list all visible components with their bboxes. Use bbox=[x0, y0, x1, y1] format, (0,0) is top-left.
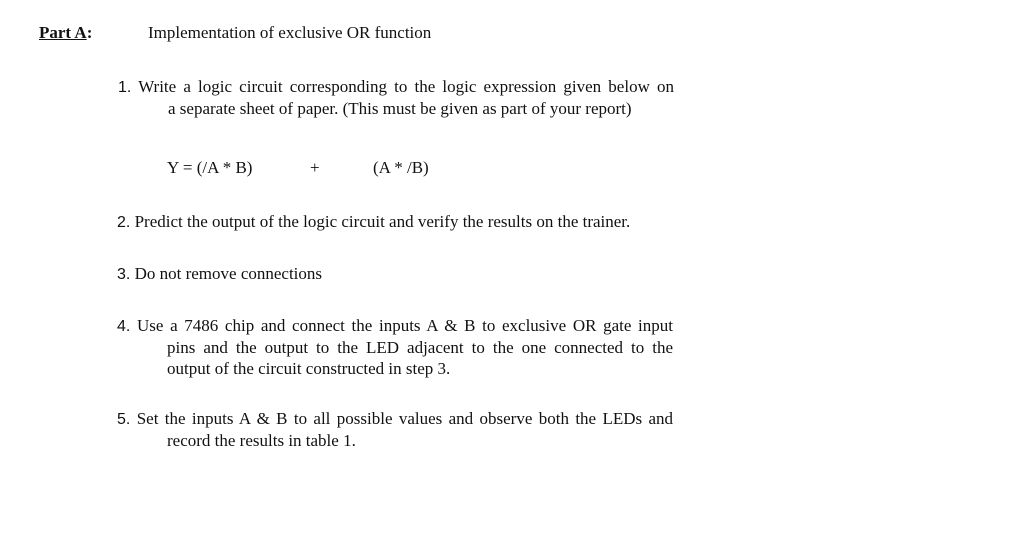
step-3-number: 3. bbox=[117, 266, 131, 283]
step-5-line-1 bbox=[117, 408, 673, 430]
step-3-text-1: Do not remove connections bbox=[134, 264, 323, 283]
step-4-line-3: output of the circuit constructed in step 3. bbox=[167, 359, 451, 378]
step-2-number: 2. bbox=[117, 214, 131, 231]
step-1-number: 1. bbox=[118, 79, 132, 96]
step-5-line-2: record the results in table 1. bbox=[167, 431, 356, 450]
step-4-line-2: pins and the output to the LED adjacent to the one connected to the bbox=[167, 338, 673, 357]
step-4-line-1 bbox=[117, 315, 673, 337]
expression-right: (A * /B) bbox=[373, 158, 429, 177]
step-5-number: 5. bbox=[117, 411, 131, 428]
step-5 bbox=[117, 408, 673, 451]
step-2-text-1: Predict the output of the logic circuit and verify the results on the trainer. bbox=[134, 212, 631, 231]
step-2 bbox=[117, 211, 673, 233]
step-1-line-1 bbox=[118, 76, 674, 98]
step-4 bbox=[117, 315, 673, 379]
step-5-text-1: Set the inputs A & B to all possible values and observe both the LEDs and bbox=[136, 409, 674, 428]
part-label-text: Part A bbox=[39, 23, 87, 42]
step-4-number: 4. bbox=[117, 318, 131, 335]
step-3-line-1 bbox=[117, 263, 673, 285]
step-2-line-1 bbox=[117, 211, 673, 233]
expression-left: Y = (/A * B) bbox=[167, 158, 253, 177]
part-label bbox=[39, 22, 92, 44]
expression-operator: + bbox=[310, 158, 320, 177]
step-1-line-2: a separate sheet of paper. (This must be given as part of your report) bbox=[168, 99, 632, 118]
step-4-text-1: Use a 7486 chip and connect the inputs A & B to exclusive OR gate input bbox=[137, 316, 674, 335]
step-1 bbox=[118, 76, 674, 119]
step-3 bbox=[117, 263, 673, 285]
part-title: Implementation of exclusive OR function bbox=[148, 23, 432, 42]
step-1-text-1: Write a logic circuit corresponding to the logic expression given below on bbox=[138, 77, 674, 96]
part-label-colon: : bbox=[86, 23, 93, 42]
